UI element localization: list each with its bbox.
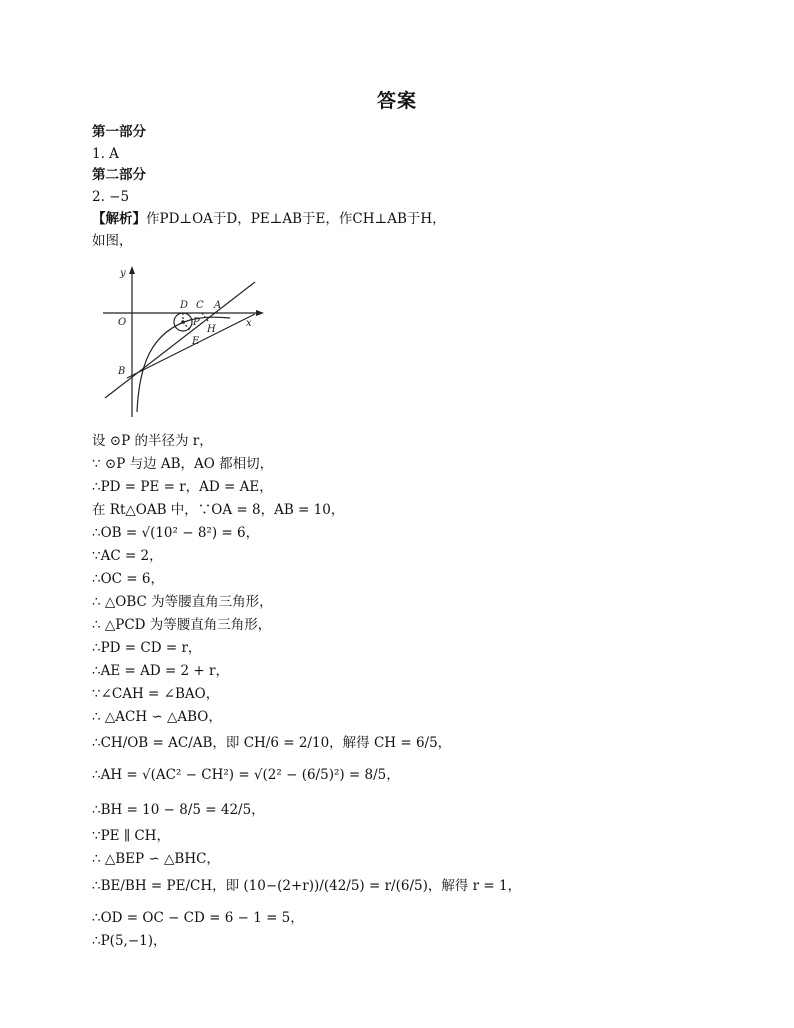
step-3: ∴PD = PE = r，AD = AE， <box>92 479 273 495</box>
point-p <box>181 320 185 324</box>
step-16: ∴BH = 10 − 8/5 = 42/5， <box>92 802 265 818</box>
step-19: ∴BE/BH = PE/CH，即 (10−(2+r))/(42/5) = r/(6/5)，解得 r = 1， <box>92 878 522 894</box>
page-title: 答案 <box>376 90 417 112</box>
label-p: P <box>193 317 200 328</box>
line-ob <box>127 314 255 378</box>
label-b: B <box>118 366 126 377</box>
step-11: ∴AE = AD = 2 + r， <box>92 663 229 679</box>
geometry-figure <box>95 262 275 422</box>
step-7: ∴OC = 6， <box>92 571 164 587</box>
y-axis-arrow <box>129 266 135 274</box>
label-y: y <box>120 268 126 279</box>
step-20: ∴OD = OC − CD = 6 − 1 = 5， <box>92 910 304 926</box>
step-2: ∵ ⊙P 与边 AB，AO 都相切， <box>92 456 274 472</box>
label-c: C <box>196 300 204 311</box>
step-13: ∴ △ACH ∽ △ABO， <box>92 709 222 725</box>
step-5: ∴OB = √(10² − 8²) = 6， <box>92 525 260 541</box>
step-18: ∴ △BEP ∽ △BHC， <box>92 851 220 867</box>
section-heading-part1: 第一部分 <box>92 124 146 140</box>
step-8: ∴ △OBC 为等腰直角三角形， <box>92 594 273 610</box>
answer-q2: 2. −5 <box>92 189 130 205</box>
step-9: ∴ △PCD 为等腰直角三角形， <box>92 617 272 633</box>
step-21: ∴P(5,−1)， <box>92 933 167 949</box>
step-17: ∵PE ∥ CH， <box>92 828 170 844</box>
label-h: H <box>207 324 216 335</box>
step-15: ∴AH = √(AC² − CH²) = √(2² − (6/5)²) = 8/5， <box>92 767 400 783</box>
label-x: x <box>246 318 252 329</box>
x-axis-arrow <box>256 310 264 316</box>
label-e: E <box>192 336 200 347</box>
step-6: ∵AC = 2， <box>92 548 163 564</box>
label-a: A <box>214 300 222 311</box>
analysis-intro-text: 作PD⊥OA于D，PE⊥AB于E，作CH⊥AB于H， <box>146 211 446 227</box>
label-d: D <box>180 300 189 311</box>
as-figure-text: 如图， <box>92 233 133 249</box>
label-o: O <box>118 317 127 328</box>
analysis-intro <box>92 209 446 229</box>
step-14: ∴CH/OB = AC/AB，即 CH/6 = 2/10，解得 CH = 6/5， <box>92 735 452 751</box>
step-10: ∴PD = CD = r， <box>92 640 202 656</box>
step-4: 在 Rt△OAB 中，∵OA = 8，AB = 10， <box>92 502 345 518</box>
answer-q1: 1. A <box>92 146 119 162</box>
analysis-tag: 【解析】 <box>92 211 146 227</box>
section-heading-part2: 第二部分 <box>92 167 146 183</box>
step-1: 设 ⊙P 的半径为 r， <box>92 433 213 449</box>
step-12: ∵∠CAH = ∠BAO， <box>92 686 220 702</box>
